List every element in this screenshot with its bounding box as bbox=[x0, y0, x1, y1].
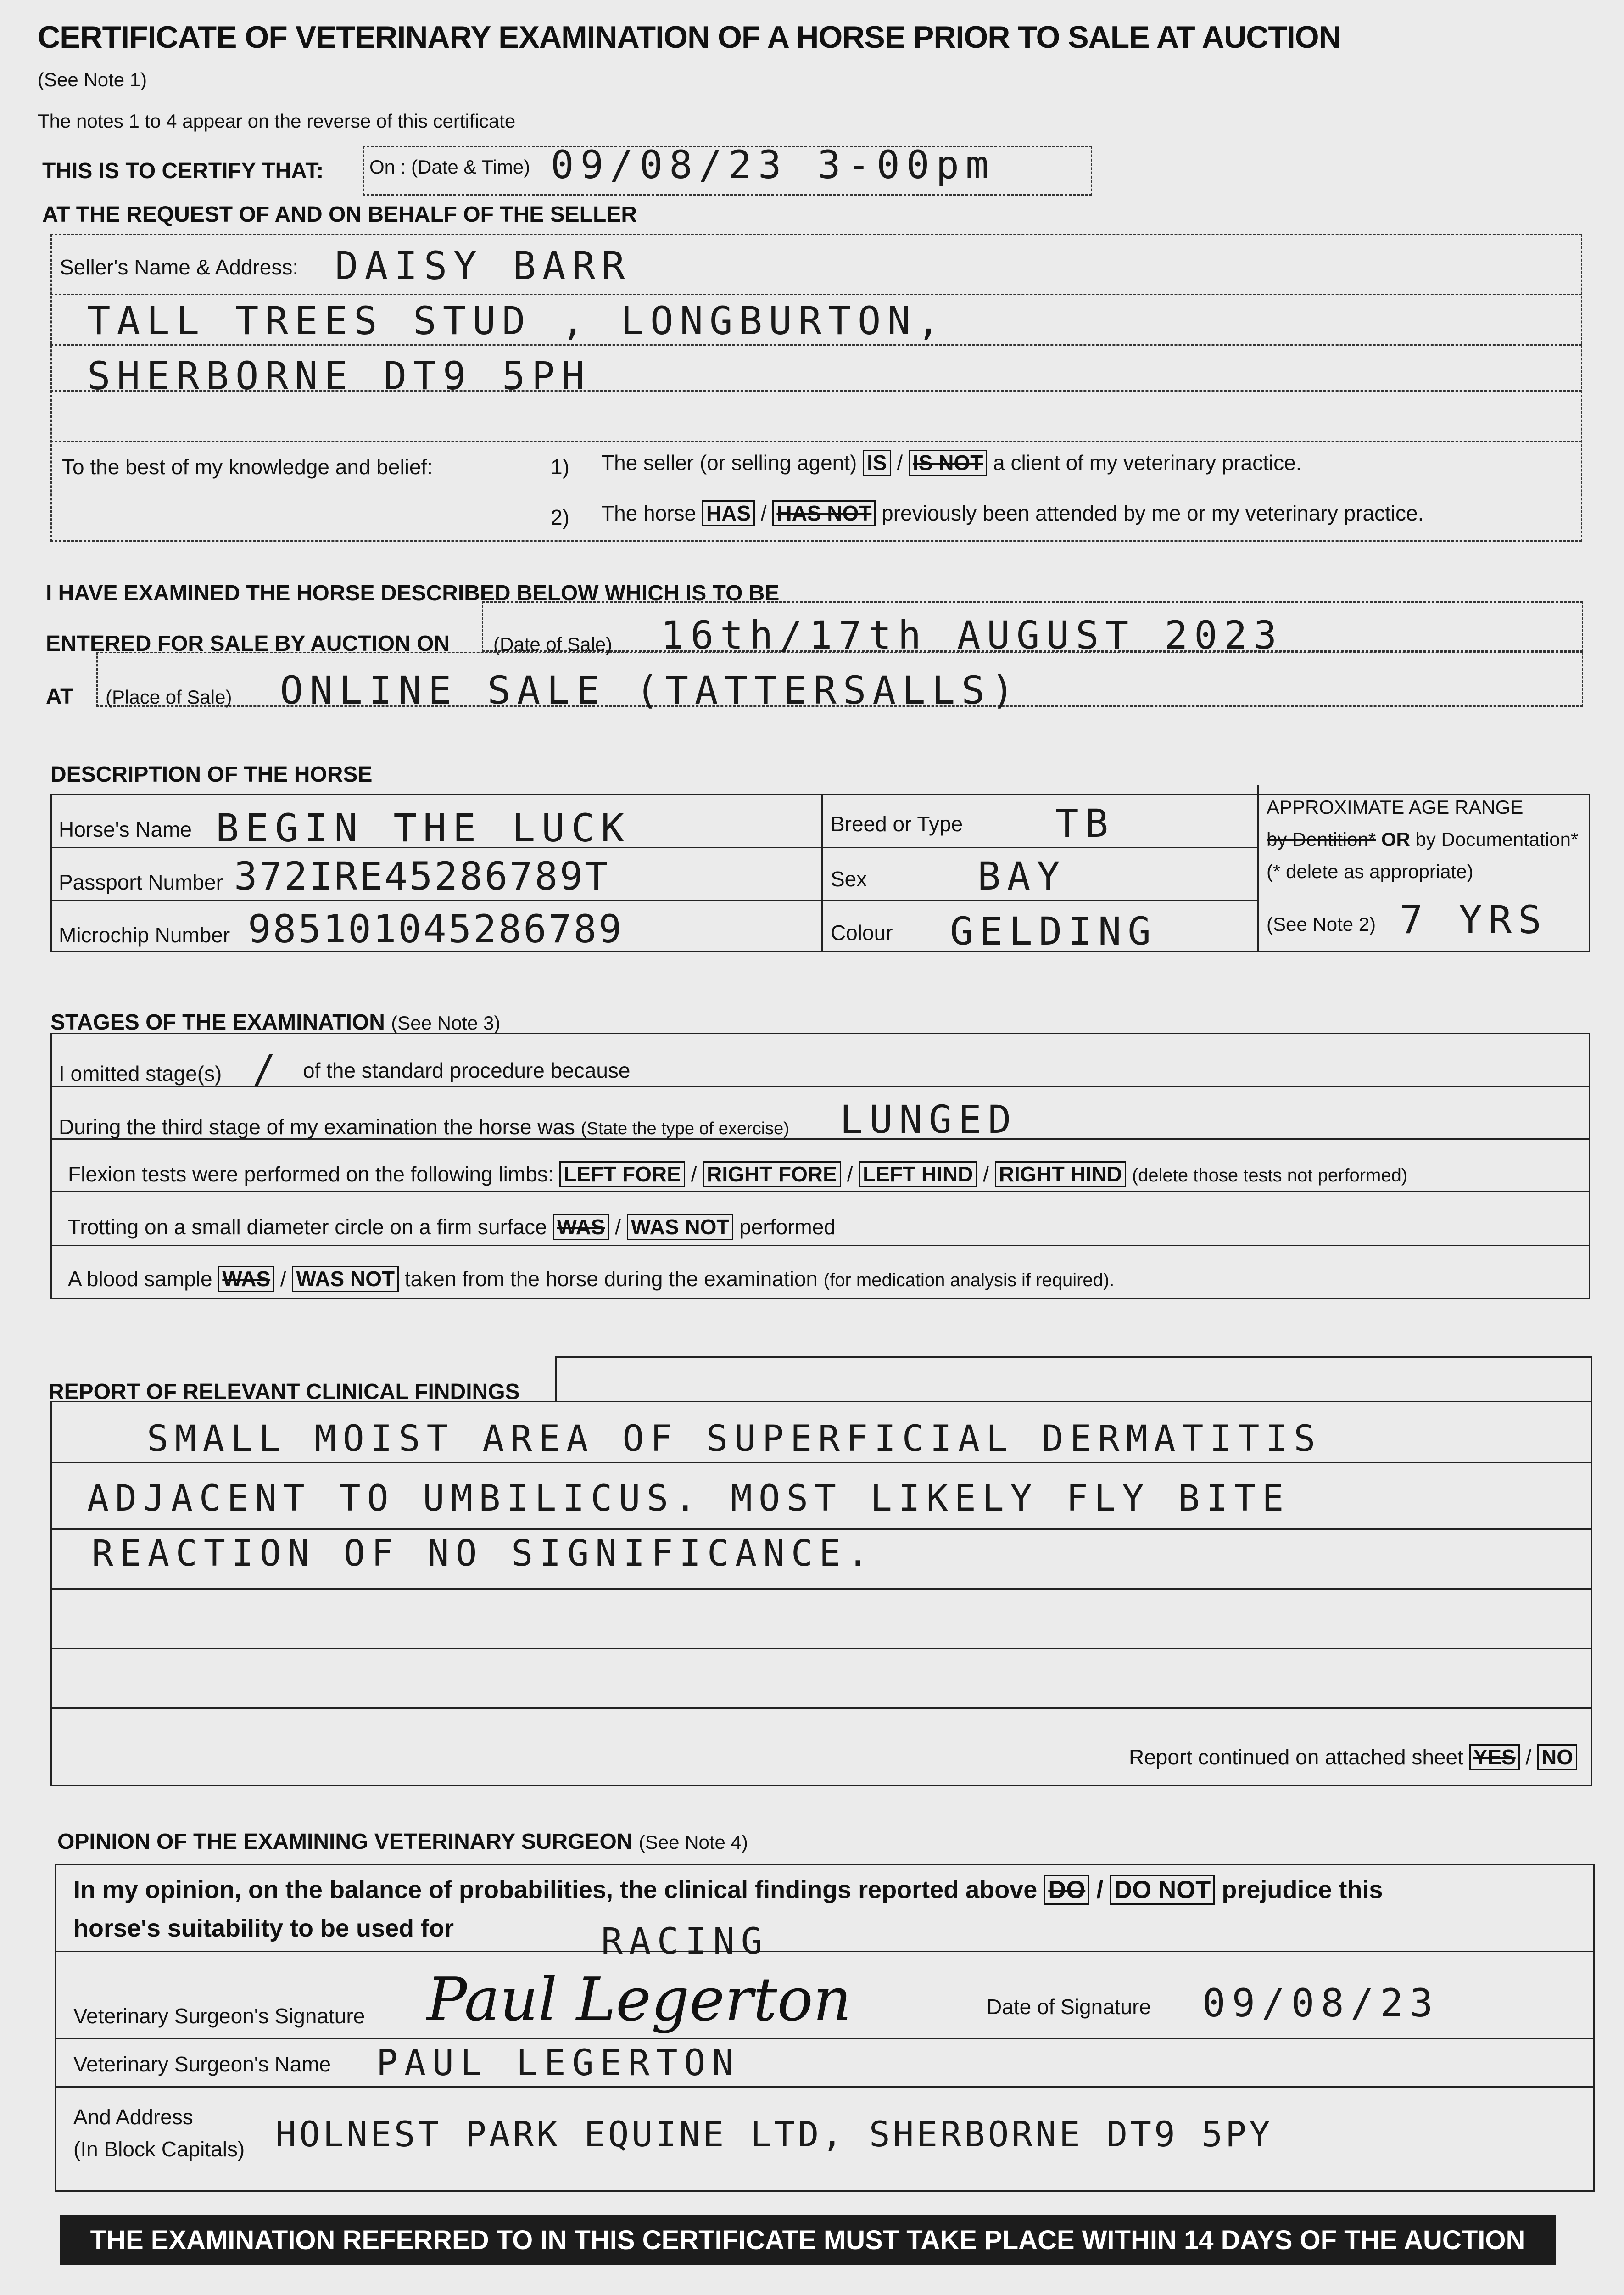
flexion-left-hind[interactable]: LEFT HIND bbox=[859, 1161, 977, 1187]
report-line-5 bbox=[50, 1707, 1592, 1709]
sale-place-value: ONLINE SALE (TATTERSALLS) bbox=[280, 668, 1021, 713]
surgeon-name-value: PAUL LEGERTON bbox=[376, 2043, 740, 2084]
opinion-heading-note: (See Note 4) bbox=[638, 1831, 748, 1853]
sale-date-value: 16th/17th AUGUST 2023 bbox=[661, 613, 1284, 658]
age-see-note: (See Note 2) bbox=[1267, 913, 1376, 935]
attended-post: previously been attended by me or my veterinary practice. bbox=[882, 501, 1424, 525]
age-options bbox=[1267, 828, 1578, 851]
sex-value: BAY bbox=[977, 854, 1066, 899]
microchip-label: Microchip Number bbox=[59, 923, 230, 947]
sex-label: Sex bbox=[831, 867, 867, 891]
age-dentition[interactable]: by Dentition* bbox=[1267, 828, 1376, 850]
horse-name-value: BEGIN THE LUCK bbox=[216, 806, 631, 851]
flexion-post: (delete those tests not performed) bbox=[1132, 1165, 1408, 1186]
report-text-1: SMALL MOIST AREA OF SUPERFICIAL DERMATITIS bbox=[147, 1418, 1322, 1460]
on-date-value: 09/08/23 3-00pm bbox=[551, 142, 995, 187]
omitted-post: of the standard procedure because bbox=[303, 1058, 631, 1082]
item2-num: 2) bbox=[551, 505, 569, 529]
flexion-left-fore[interactable]: LEFT FORE bbox=[559, 1161, 685, 1187]
stages-heading-note: (See Note 3) bbox=[391, 1012, 501, 1034]
age-heading: APPROXIMATE AGE RANGE bbox=[1267, 796, 1524, 818]
at-label: AT bbox=[46, 684, 74, 709]
seller-label: Seller's Name & Address: bbox=[60, 255, 299, 279]
certificate-title: CERTIFICATE OF VETERINARY EXAMINATION OF A HORSE PRIOR TO SALE AT AUCTION bbox=[38, 20, 1341, 55]
report-text-3: REACTION OF NO SIGNIFICANCE. bbox=[92, 1533, 875, 1574]
desc-divider-1 bbox=[821, 794, 823, 952]
seller-line-4 bbox=[50, 441, 1582, 442]
third-stage-value: LUNGED bbox=[840, 1097, 1018, 1142]
seller-line-3 bbox=[50, 390, 1582, 392]
stages-row-3 bbox=[50, 1191, 1590, 1192]
surgeon-name-label: Veterinary Surgeon's Name bbox=[73, 2052, 331, 2076]
is-option[interactable]: IS bbox=[863, 450, 891, 476]
breed-label: Breed or Type bbox=[831, 812, 963, 836]
trot-pre: Trotting on a small diameter circle on a firm surface bbox=[68, 1215, 547, 1239]
trot-was-not-option[interactable]: WAS NOT bbox=[627, 1214, 734, 1240]
desc-divider-2 bbox=[1257, 785, 1259, 952]
report-text-2: ADJACENT TO UMBILICUS. MOST LIKELY FLY BITE bbox=[87, 1478, 1290, 1519]
do-option[interactable]: DO bbox=[1044, 1875, 1089, 1905]
opinion-line-1 bbox=[55, 1951, 1595, 1952]
blood-post: taken from the horse during the examination bbox=[404, 1267, 818, 1291]
opinion-line2: horse's suitability to be used for bbox=[73, 1914, 454, 1942]
seller-name: DAISY BARR bbox=[335, 243, 631, 288]
blood-was-option[interactable]: WAS bbox=[218, 1266, 274, 1292]
colour-value: GELDING bbox=[950, 909, 1158, 954]
opinion-pre: In my opinion, on the balance of probabilities, the clinical findings reported above bbox=[73, 1876, 1038, 1903]
sale-date-label: (Date of Sale) bbox=[493, 633, 613, 655]
passport-label: Passport Number bbox=[59, 870, 223, 894]
stages-row-4 bbox=[50, 1245, 1590, 1246]
has-not-option[interactable]: HAS NOT bbox=[772, 500, 876, 526]
request-heading: AT THE REQUEST OF AND ON BEHALF OF THE SELLER bbox=[42, 202, 637, 227]
do-not-option[interactable]: DO NOT bbox=[1110, 1875, 1215, 1905]
horse-name-label: Horse's Name bbox=[59, 817, 192, 841]
sale-place-label: (Place of Sale) bbox=[106, 686, 232, 708]
has-option[interactable]: HAS bbox=[702, 500, 755, 526]
passport-value: 372IRE45286789T bbox=[234, 854, 610, 899]
opinion-heading-text: OPINION OF THE EXAMINING VETERINARY SURGEON bbox=[57, 1830, 633, 1854]
opinion-line-2 bbox=[55, 2038, 1595, 2039]
report-heading: REPORT OF RELEVANT CLINICAL FINDINGS bbox=[48, 1380, 520, 1404]
flexion-right-hind[interactable]: RIGHT HIND bbox=[995, 1161, 1126, 1187]
flexion-right-fore[interactable]: RIGHT FORE bbox=[703, 1161, 841, 1187]
suitability-value: RACING bbox=[601, 1921, 769, 1962]
continued-yes-option[interactable]: YES bbox=[1469, 1744, 1520, 1770]
continued-no-option[interactable]: NO bbox=[1537, 1744, 1577, 1770]
see-note-1: (See Note 1) bbox=[38, 69, 147, 90]
is-not-option[interactable]: IS NOT bbox=[909, 450, 987, 476]
surgeon-address-value: HOLNEST PARK EQUINE LTD, SHERBORNE DT9 5PY bbox=[275, 2114, 1273, 2155]
blood-row: A blood sample WAS / WAS NOT taken from the horse during the examination (for medication analysis if required). bbox=[68, 1266, 1114, 1292]
client-statement: The seller (or selling agent) IS / IS NOT a client of my veterinary practice. bbox=[601, 450, 1301, 476]
seller-line-2 bbox=[50, 344, 1582, 346]
age-value: 7 YRS bbox=[1400, 897, 1548, 942]
stages-heading-text: STAGES OF THE EXAMINATION bbox=[50, 1010, 385, 1035]
sale-line-2: ENTERED FOR SALE BY AUCTION ON bbox=[46, 632, 450, 656]
attended-statement: The horse HAS / HAS NOT previously been attended by me or my veterinary practice. bbox=[601, 500, 1423, 526]
attended-pre: The horse bbox=[601, 501, 697, 525]
signature-value: Paul Legerton bbox=[427, 1965, 852, 2034]
opinion-statement: In my opinion, on the balance of probabilities, the clinical findings reported above DO / DO NOT prejudice this bbox=[73, 1875, 1383, 1905]
belief-label: To the best of my knowledge and belief: bbox=[62, 455, 433, 479]
third-stage-note: (State the type of exercise) bbox=[580, 1119, 789, 1138]
date-of-signature-value: 09/08/23 bbox=[1202, 1981, 1440, 2026]
report-top-tab bbox=[555, 1356, 1592, 1402]
seller-address-1: TALL TREES STUD , LONGBURTON, bbox=[87, 298, 947, 343]
trot-post: performed bbox=[739, 1215, 836, 1239]
flexion-row: Flexion tests were performed on the following limbs: LEFT FORE / RIGHT FORE / LEFT HIND / RIGHT HIND (delete those tests not performed) bbox=[68, 1161, 1407, 1187]
blood-was-not-option[interactable]: WAS NOT bbox=[292, 1266, 399, 1292]
client-pre: The seller (or selling agent) bbox=[601, 451, 857, 475]
report-line-2 bbox=[50, 1528, 1592, 1530]
report-line-3 bbox=[50, 1588, 1592, 1590]
report-continued: Report continued on attached sheet YES / NO bbox=[1129, 1744, 1577, 1770]
client-post: a client of my veterinary practice. bbox=[993, 451, 1302, 475]
age-documentation[interactable]: by Documentation* bbox=[1415, 828, 1579, 850]
opinion-line-3 bbox=[55, 2086, 1595, 2088]
report-line-4 bbox=[50, 1648, 1592, 1649]
age-or: OR bbox=[1381, 828, 1410, 850]
flexion-pre: Flexion tests were performed on the following limbs: bbox=[68, 1162, 554, 1186]
desc-row-2 bbox=[50, 900, 1257, 901]
opinion-heading bbox=[57, 1829, 748, 1854]
seller-address-2: SHERBORNE DT9 5PH bbox=[87, 353, 591, 398]
notes-line: The notes 1 to 4 appear on the reverse of this certificate bbox=[38, 110, 516, 132]
footer-banner: THE EXAMINATION REFERRED TO IN THIS CERTIFICATE MUST TAKE PLACE WITHIN 14 DAYS OF THE AUCTION bbox=[60, 2215, 1556, 2265]
blood-note: (for medication analysis if required). bbox=[823, 1270, 1115, 1290]
certify-label: THIS IS TO CERTIFY THAT: bbox=[42, 159, 324, 183]
on-date-label: On : (Date & Time) bbox=[369, 156, 530, 178]
age-delete-note: (* delete as appropriate) bbox=[1267, 861, 1473, 882]
third-stage-label bbox=[59, 1114, 789, 1139]
omitted-pre: I omitted stage(s) bbox=[59, 1062, 222, 1086]
third-stage-pre: During the third stage of my examination the horse was bbox=[59, 1115, 575, 1139]
opinion-post: prejudice this bbox=[1222, 1876, 1383, 1903]
blood-pre: A blood sample bbox=[68, 1267, 212, 1291]
omitted-value: / bbox=[252, 1047, 282, 1092]
colour-label: Colour bbox=[831, 921, 893, 945]
microchip-value: 985101045286789 bbox=[248, 907, 624, 952]
seller-line-1 bbox=[50, 294, 1582, 295]
description-heading: DESCRIPTION OF THE HORSE bbox=[50, 762, 373, 787]
item1-num: 1) bbox=[551, 455, 569, 479]
address-label-2: (In Block Capitals) bbox=[73, 2137, 245, 2161]
date-of-signature-label: Date of Signature bbox=[987, 1995, 1151, 2019]
stages-heading bbox=[50, 1010, 500, 1035]
report-line-1 bbox=[50, 1462, 1592, 1463]
breed-value: TB bbox=[1055, 801, 1115, 846]
trot-was-option[interactable]: WAS bbox=[553, 1214, 609, 1240]
sale-line-1: I HAVE EXAMINED THE HORSE DESCRIBED BELOW WHICH IS TO BE bbox=[46, 581, 780, 605]
trot-row: Trotting on a small diameter circle on a firm surface WAS / WAS NOT performed bbox=[68, 1214, 836, 1240]
signature-label: Veterinary Surgeon's Signature bbox=[73, 2004, 365, 2028]
address-label-1: And Address bbox=[73, 2105, 193, 2129]
report-continued-label: Report continued on attached sheet bbox=[1129, 1745, 1463, 1769]
